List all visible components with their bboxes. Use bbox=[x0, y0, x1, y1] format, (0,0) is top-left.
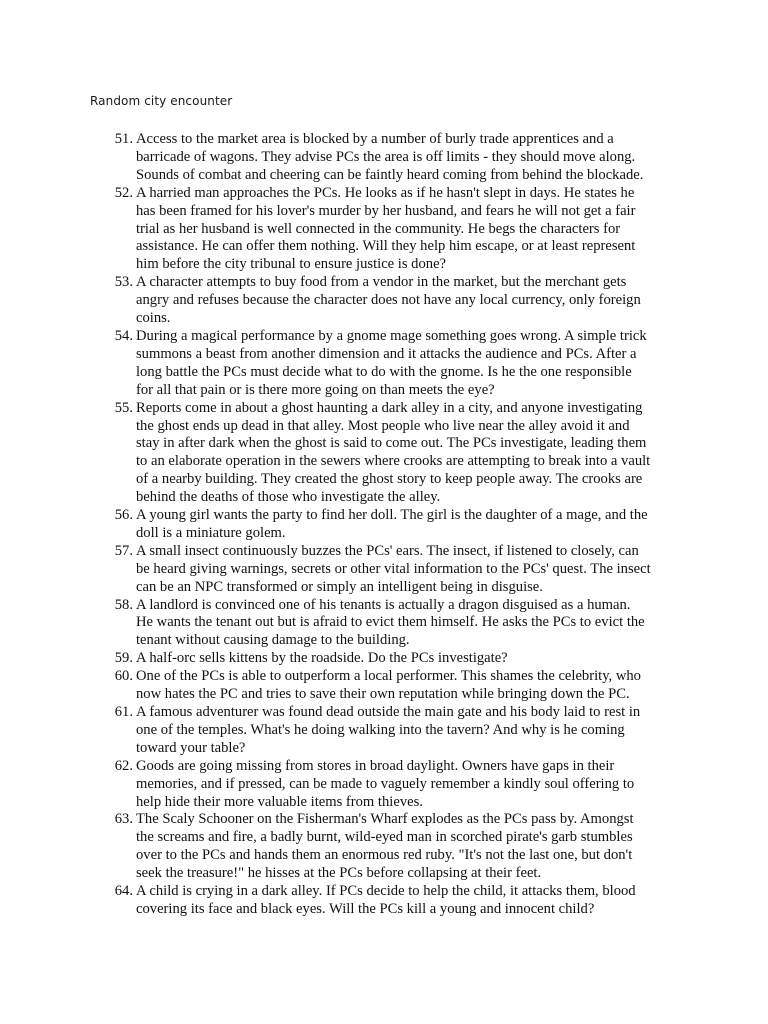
item-text: A child is crying in a dark alley. If PCs decide to help the child, it attacks them, blood covering its face and black eyes. Will the PCs kill a young and innocent child? bbox=[136, 883, 636, 917]
list-item bbox=[0, 131, 651, 185]
item-text: A young girl wants the party to find her doll. The girl is the daughter of a mage, and the doll is a miniature golem. bbox=[136, 507, 648, 541]
list-item bbox=[0, 328, 651, 400]
list-item bbox=[0, 507, 651, 543]
item-number: 63. bbox=[114, 811, 133, 828]
list-item bbox=[0, 883, 651, 919]
item-text: During a magical performance by a gnome mage something goes wrong. A simple trick summons a beast from another dimension and it attacks the audience and PCs. After a long battle the PCs must decide what to do with the gnome. Is he the one responsible for all that pain or is there more going on than meets the eye? bbox=[136, 327, 647, 398]
encounter-list bbox=[0, 131, 768, 919]
list-item bbox=[0, 811, 651, 883]
list-item bbox=[0, 185, 651, 275]
item-number: 57. bbox=[114, 542, 133, 559]
item-text: One of the PCs is able to outperform a local performer. This shames the celebrity, who now hates the PC and tries to save their own reputation while bringing down the PC. bbox=[136, 668, 641, 703]
item-number: 53. bbox=[114, 274, 133, 291]
item-text: A half-orc sells kittens by the roadside. Do the PCs investigate? bbox=[136, 650, 508, 667]
item-number: 64. bbox=[114, 883, 133, 900]
list-item bbox=[0, 597, 651, 651]
item-number: 55. bbox=[114, 399, 133, 416]
item-number: 56. bbox=[114, 507, 133, 524]
item-number: 59. bbox=[114, 650, 133, 667]
item-text: A small insect continuously buzzes the PCs' ears. The insect, if listened to closely, can be heard giving warnings, secrets or other vital information to the PCs' quest. The insect can be an NPC transformed or simply an intelligent being in disguise. bbox=[136, 542, 651, 595]
list-item bbox=[0, 668, 651, 704]
document-heading: Random city encounter bbox=[90, 94, 233, 108]
item-text: A harried man approaches the PCs. He looks as if he hasn't slept in days. He states he has been framed for his lover's murder by her husband, and fears he will not get a fair trial as her husband is well connected in the community. He begs the characters for assistance. He can offer them nothing. Will they help him escape, or at least represent him before the city tribunal to ensure justice is done? bbox=[136, 184, 636, 273]
item-number: 60. bbox=[114, 668, 133, 685]
item-number: 54. bbox=[114, 327, 133, 344]
list-item bbox=[0, 400, 651, 507]
item-text: The Scaly Schooner on the Fisherman's Wharf explodes as the PCs pass by. Amongst the screams and fire, a badly burnt, wild-eyed man in scorched pirate's garb stumbles over to the PCs and hands them an enormous red ruby. "It's not the last one, but don't seek the treasure!" he hisses at the PCs before collapsing at their feet. bbox=[136, 811, 634, 882]
item-number: 58. bbox=[114, 596, 133, 613]
item-number: 62. bbox=[114, 757, 133, 774]
item-text: Access to the market area is blocked by a number of burly trade apprentices and a barricade of wagons. They advise PCs the area is off limits - they should move along. Sounds of combat and cheering can be faintly heard coming from behind the blockade. bbox=[136, 131, 644, 183]
list-item bbox=[0, 650, 651, 668]
list-item bbox=[0, 274, 651, 328]
item-text: A character attempts to buy food from a vendor in the market, but the merchant gets angry and refuses because the character does not have any local currency, only foreign coins. bbox=[136, 274, 641, 327]
item-text: A landlord is convinced one of his tenants is actually a dragon disguised as a human. He wants the tenant out but is afraid to evict them himself. He asks the PCs to evict the tenant without causing damage to the building. bbox=[136, 596, 645, 649]
item-number: 51. bbox=[114, 131, 133, 147]
list-item bbox=[0, 543, 651, 597]
item-number: 61. bbox=[114, 704, 133, 720]
item-text: Goods are going missing from stores in broad daylight. Owners have gaps in their memories, and if pressed, can be made to vaguely remember a kindly soul offering to help hide their more valuable items from thieves. bbox=[136, 757, 635, 810]
item-text: Reports come in about a ghost haunting a dark alley in a city, and anyone investigating the ghost ends up dead in that alley. Most people who live near the alley avoid it and stay in after dark when the ghost is said to come out. The PCs investigate, leading them to an elaborate operation in the sewers where crooks are attempting to break into a vault of a nearby building. They created the ghost story to keep people away. The crooks are behind the deaths of those who investigate the alley. bbox=[136, 399, 651, 506]
item-text: A famous adventurer was found dead outside the main gate and his body laid to rest in one of the temples. What's he doing walking into the tavern? And why is he coming toward your table? bbox=[136, 704, 641, 756]
list-item bbox=[0, 758, 651, 812]
list-item bbox=[0, 704, 651, 758]
item-number: 52. bbox=[114, 184, 133, 201]
